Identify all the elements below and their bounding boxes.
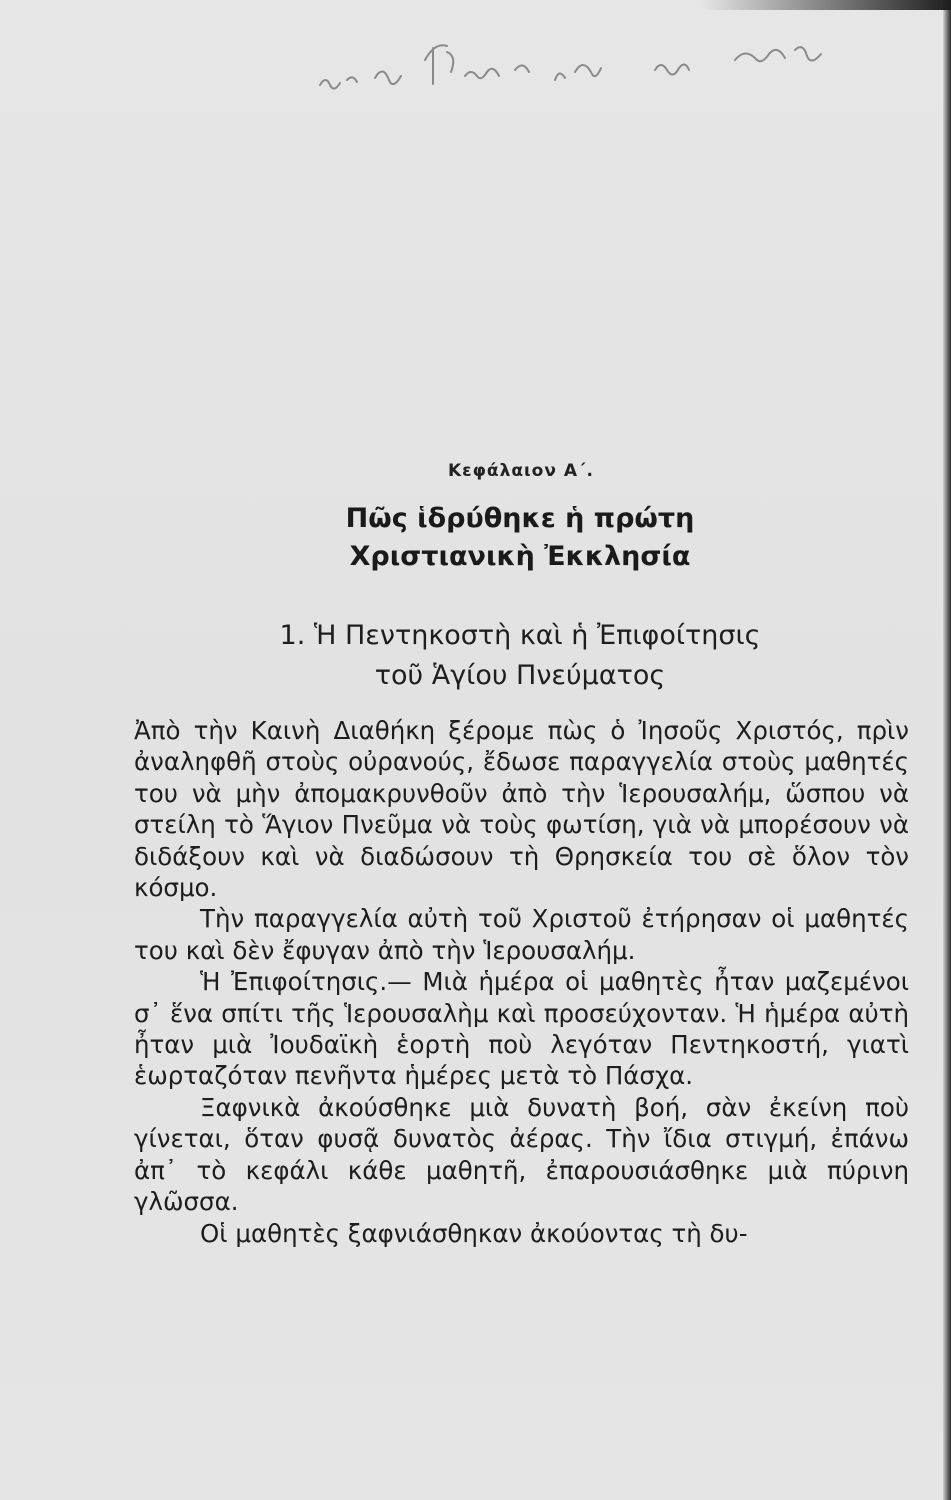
paragraph-3-text: Μιὰ ἡμέρα οἱ μαθητὲς ἦταν μαζεμένοι σ᾿ ἕνα σπίτι τῆς Ἱερουσαλὴμ καὶ προσεύχονταν. Ἡ ἡμέρα αὐτὴ ἦταν μιὰ Ἰουδαϊκὴ ἑορτὴ ποὺ λεγόταν Πεντηκοστή, γιατὶ ἑωρταζόταν πενῆντα ἡμέρες μετὰ τὸ Πάσχα.	[134, 967, 909, 1091]
section-title	[200, 616, 840, 696]
handwritten-note-text	[835, 30, 836, 31]
paragraph-5: Οἱ μαθητὲς ξαφνιάσθηκαν ἀκούοντας τὴ δυ-	[200, 1218, 748, 1248]
handwriting-scribble	[315, 30, 835, 110]
page-edge-shadow	[943, 0, 951, 1500]
section-title-line-1: 1. Ἡ Πεντηκοστὴ καὶ ἡ Ἐπιφοίτησις	[279, 620, 761, 651]
chapter-title	[300, 500, 740, 576]
handwritten-note	[315, 30, 835, 110]
paragraph-3	[134, 966, 909, 1092]
body-text	[134, 715, 909, 1249]
paragraph-2: Τὴν παραγγελία αὐτὴ τοῦ Χριστοῦ ἐτήρησαν οἱ μαθητές του καὶ δὲν ἔφυγαν ἀπὸ τὴν Ἱερουσαλήμ.	[134, 904, 909, 965]
paragraph-3-lead: Ἡ Ἐπιφοίτησις.—	[200, 967, 412, 997]
chapter-title-line-2: Χριστιανικὴ Ἐκκλησία	[349, 541, 691, 572]
chapter-title-line-1: Πῶς ἱδρύθηκε ἡ πρώτη	[345, 503, 695, 534]
chapter-label: Κεφάλαιον Α΄.	[448, 461, 594, 481]
paragraph-4: Ξαφνικὰ ἀκούσθηκε μιὰ δυνατὴ βοή, σὰν ἐκείνη ποὺ γίνεται, ὅταν φυσᾷ δυνατὸς ἀέρας. Τὴν ἴδια στιγμή, ἐπάνω ἀπ᾿ τὸ κεφάλι κάθε μαθητῆ, ἐπαρουσιάσθηκε μιὰ πύρινη γλῶσσα.	[134, 1092, 909, 1217]
section-title-line-2: τοῦ Ἁγίου Πνεύματος	[374, 660, 666, 691]
paragraph-1: Ἀπὸ τὴν Καινὴ Διαθήκη ξέρομε πὼς ὁ Ἰησοῦς Χριστός, πρὶν ἀναληφθῆ στοὺς οὐρανούς, ἔδωσε παραγγελία στοὺς μαθητές του νὰ μὴν ἀπομακρυνθοῦν ἀπὸ τὴν Ἱερουσαλήμ, ὥσπου νὰ στείλη τὸ Ἅγιον Πνεῦμα νὰ τοὺς φωτίση, γιὰ νὰ μπορέσουν νὰ διδάξουν καὶ νὰ διαδώσουν τὴ Θρησκεία του σὲ ὅλον τὸν κόσμο.	[134, 716, 909, 903]
page-top-shadow	[700, 0, 951, 10]
